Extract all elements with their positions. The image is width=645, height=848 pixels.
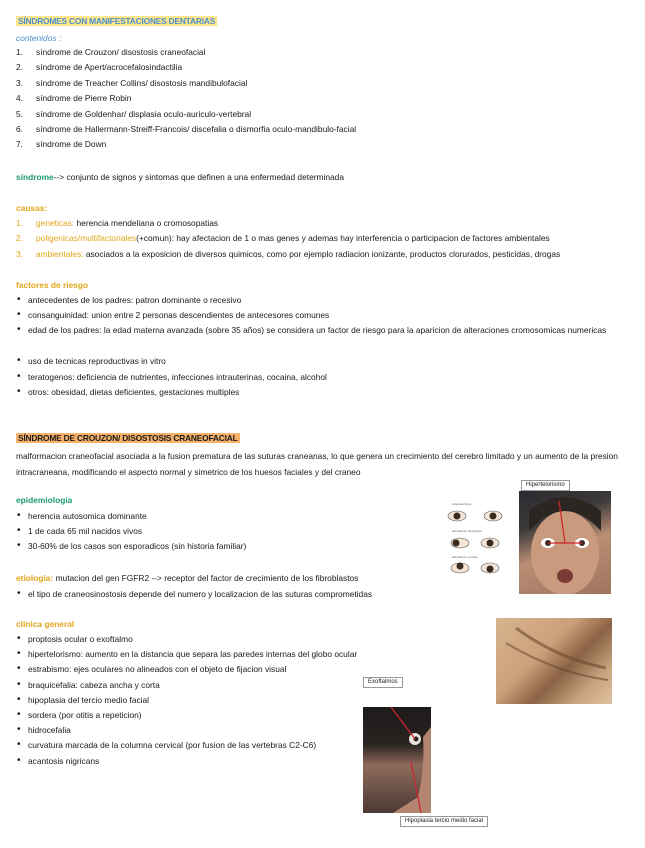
eyes-row-3 — [451, 563, 499, 574]
list-item: 2. síndrome de Apert/acrocefalosindactilia — [16, 62, 183, 73]
hipoplasia-callout: Hipoplasia tercio medio facial — [400, 816, 488, 827]
list-item: 2. poligenicas/multifactoriales(+comun): hay afectacion de 1 o mas genes y ademas hay interferencia o participacion de factores ambientales — [16, 233, 550, 244]
list-item: • acantosis nigricans — [16, 756, 396, 771]
eyes-row-2 — [451, 538, 499, 548]
etiologia-line: etiologia: mutacion del gen FGFR2 --> receptor del factor de crecimiento de los fibroblastos — [16, 573, 359, 583]
list-item: • braquicefalia: cabeza ancha y corta — [16, 680, 396, 695]
list-item: 3. ambientales: asociados a la exposicion de diversos quimicos, como por ejemplo radiacion ionizante, productos clorurados, pesticidas, drogas — [16, 248, 561, 259]
list-item: • edad de los padres: la edad materna avanzada (sobre 35 años) se considera un factor de riesgo para la aparicion de alteraciones cromosomicas numericas — [16, 325, 621, 356]
list-item: 6. síndrome de Hallermann-Streiff-Francois/ discefalia o dismorfia oculo-mandibulo-facial — [16, 123, 357, 134]
list-item: • 1 de cada 65 mil nacidos vivos — [16, 526, 416, 541]
list-item: • consanguinidad: union entre 2 personas descendientes de antecesores comunes — [16, 310, 621, 325]
etiologia-list — [16, 589, 436, 604]
list-item: 4. síndrome de Pierre Robin — [16, 93, 132, 104]
sindrome-definition: síndrome--> conjunto de signos y sintomas que definen a una enfermedad determinada — [16, 172, 344, 182]
list-item: 5. síndrome de Goldenhar/ displasia oculo-auriculo-vertebral — [16, 108, 252, 119]
clinica-heading: clinica general — [16, 619, 75, 629]
hipertelorismo-photo — [519, 491, 611, 594]
page-title: SÍNDROMES CON MANIFESTACIONES DENTARIAS — [18, 16, 216, 26]
list-item: • hipoplasia del tercio medio facial — [16, 695, 396, 710]
list-item: 1. síndrome de Crouzon/ disostosis craneofacial — [16, 47, 206, 57]
list-item: • hidrocefalia — [16, 725, 396, 740]
hipertelorismo-callout: Hipertelorismo — [521, 480, 570, 491]
exoftalmos-photo — [363, 707, 431, 813]
exoftalmos-callout: Exoftalmos — [363, 677, 403, 688]
contenidos-label: contenidos : — [16, 33, 62, 43]
list-item: • antecedentes de los padres: patron dominante o recesivo — [16, 295, 621, 310]
crouzon-description: malformacion craneofacial asociada a la fusion prematura de las suturas craneanas, lo que genera un crecimiento del cerebro limitado y un aumento de la presion intracraneana, modificando el aspecto normal y simetrico de los huesos faciales y del craneo — [16, 451, 618, 477]
eye-label-2: Estrabismo divergente — [452, 529, 482, 533]
list-item: • proptosis ocular o exoftalmo — [16, 634, 396, 649]
epidemiologia-list — [16, 511, 416, 557]
eye-label-1: Hipertelorismo ... — [452, 502, 475, 506]
factores-list — [16, 295, 621, 402]
causas-heading: causas: — [16, 203, 48, 213]
list-item: • otros: obesidad, dietas deficientes, gestaciones multiples — [16, 387, 621, 402]
list-item: • sordera (por otitis a repeticion) — [16, 710, 396, 725]
list-item: • 30-60% de los casos son esporadicos (sin historia familiar) — [16, 541, 416, 556]
eyes-row-1 — [448, 511, 502, 521]
crouzon-heading: SÍNDROME DE CROUZON/ DISOSTOSIS CRANEOFACIAL — [18, 433, 238, 443]
list-item: • teratogenos: deficiencia de nutrientes, infecciones intrauterinas, cocaina, alcohol — [16, 372, 621, 387]
list-item: • el tipo de craneosinostosis depende del numero y localizacion de las suturas comprometidas — [16, 589, 436, 604]
list-item: 3. síndrome de Treacher Collins/ disostosis mandibulofacial — [16, 77, 248, 88]
factores-heading: factores de riesgo — [16, 280, 89, 290]
list-item: 7. síndrome de Down — [16, 139, 107, 150]
list-item: • uso de tecnicas reproductivas in vitro — [16, 356, 621, 371]
list-item: • hipertelorismo: aumento en la distancia que separa las paredes internas del globo ocular — [16, 649, 396, 664]
contenidos-list — [16, 47, 616, 155]
list-item: • estrabismo: ejes oculares no alineados con el objeto de fijacion visual — [16, 664, 396, 679]
epidemiologia-heading: epidemiologia — [16, 495, 73, 505]
eye-diagram-figure — [440, 498, 515, 576]
list-item: • curvatura marcada de la columna cervical (por fusion de las vertebras C2-C6) — [16, 740, 396, 755]
list-item: • herencia autosomica dominante — [16, 511, 416, 526]
eye-label-3: Estrabismo vertical — [452, 555, 478, 559]
acantosis-photo — [496, 618, 612, 704]
causas-list — [16, 218, 631, 264]
list-item: 1. geneticas: herencia mendeliana o cromosopatias — [16, 218, 219, 228]
clinica-list — [16, 634, 396, 771]
